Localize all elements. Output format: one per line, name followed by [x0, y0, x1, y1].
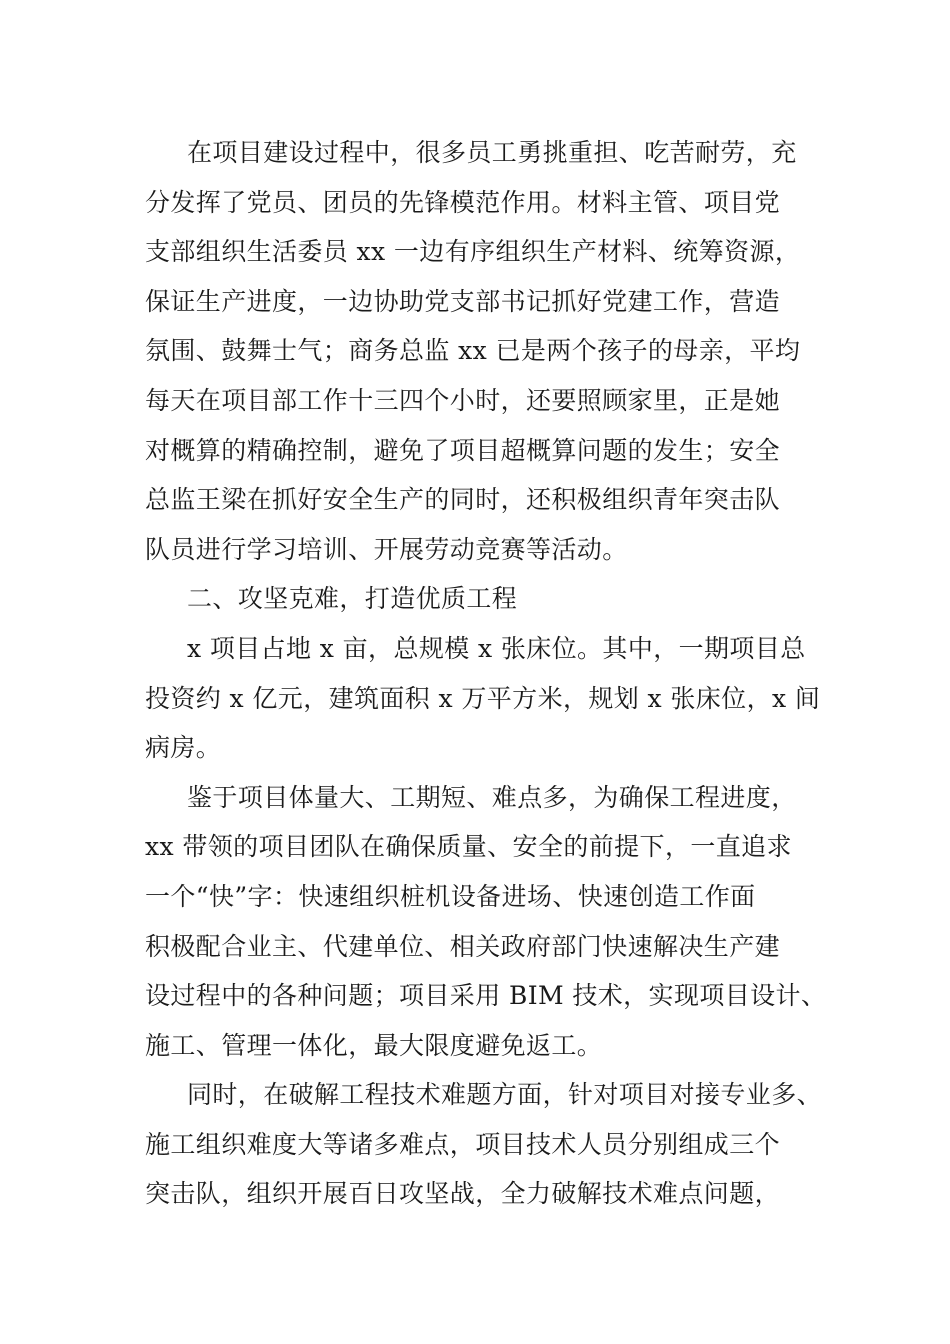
paragraph-line: 分发挥了党员、团员的先锋模范作用。材料主管、项目党: [145, 187, 781, 217]
paragraph-line: 总监王梁在抓好安全生产的同时，还积极组织青年突击队: [145, 485, 781, 515]
paragraph-line: 保证生产进度，一边协助党支部书记抓好党建工作，营造: [145, 286, 781, 316]
paragraph-line: x 项目占地 x 亩，总规模 x 张床位。其中，一期项目总: [187, 633, 806, 663]
document-body: [145, 128, 845, 1219]
paragraph-line: xx 带领的项目团队在确保质量、安全的前提下，一直追求: [145, 832, 792, 862]
paragraph-line: 施工、管理一体化，最大限度避免返工。: [145, 1030, 603, 1060]
paragraph-line: 突击队，组织开展百日攻坚战，全力破解技术难点问题，: [145, 1179, 781, 1209]
paragraph-line: 病房。: [145, 733, 222, 763]
paragraph-line: 每天在项目部工作十三四个小时，还要照顾家里，正是她: [145, 385, 781, 415]
paragraph-line: 积极配合业主、代建单位、相关政府部门快速解决生产建: [145, 931, 781, 961]
section-heading: 二、攻坚克难，打造优质工程: [187, 584, 518, 614]
paragraph-line: 对概算的精确控制，避免了项目超概算问题的发生；安全: [145, 435, 781, 465]
paragraph-line: 支部组织生活委员 xx 一边有序组织生产材料、统筹资源，: [145, 237, 801, 267]
paragraph-line: 队员进行学习培训、开展劳动竞赛等活动。: [145, 534, 628, 564]
paragraph-line: 在项目建设过程中，很多员工勇挑重担、吃苦耐劳，充: [187, 138, 797, 167]
paragraph-line: 鉴于项目体量大、工期短、难点多，为确保工程进度，: [187, 782, 797, 812]
paragraph-line: 一个“快”字：快速组织桩机设备进场、快速创造工作面: [145, 881, 756, 911]
paragraph-line: 投资约 x 亿元，建筑面积 x 万平方米，规划 x 张床位，x 间: [145, 683, 821, 713]
paragraph-line: 同时，在破解工程技术难题方面，针对项目对接专业多、: [187, 1080, 823, 1110]
paragraph-line: 施工组织难度大等诸多难点，项目技术人员分别组成三个: [145, 1129, 781, 1159]
paragraph-line: 设过程中的各种问题；项目采用 BIM 技术，实现项目设计、: [145, 981, 827, 1011]
paragraph-line: 氛围、鼓舞士气；商务总监 xx 已是两个孩子的母亲，平均: [145, 336, 801, 366]
